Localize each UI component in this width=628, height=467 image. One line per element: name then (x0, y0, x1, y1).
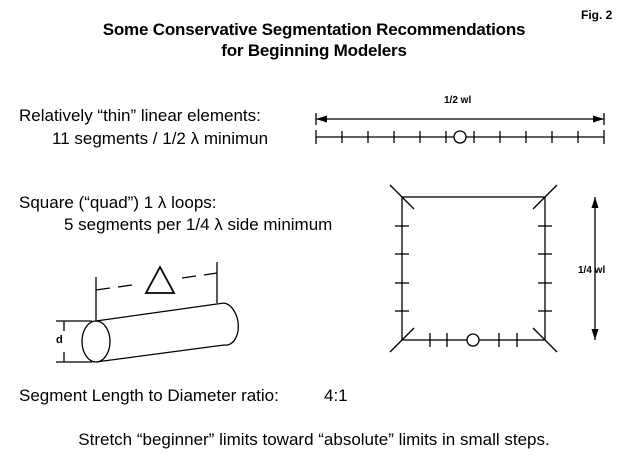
quad-loops-rule: 5 segments per 1/4 λ side minimum (64, 215, 333, 234)
half-wavelength-label: 1/2 wl (444, 95, 472, 106)
figure-label: Fig. 2 (581, 8, 613, 22)
quad-loop-diagram (390, 185, 599, 352)
arrow-left-icon (316, 116, 327, 123)
footer-note: Stretch “beginner” limits toward “absolute” limits in small steps. (78, 430, 550, 449)
quad-loop-square (402, 197, 545, 340)
diameter-label: d (56, 334, 63, 346)
arrow-right-icon (593, 116, 604, 123)
figure-title-line1: Some Conservative Segmentation Recommendations (102, 20, 526, 39)
cylinder-near-end (82, 321, 110, 362)
cylinder-far-end (224, 303, 238, 345)
cylinder-bottom-edge (96, 345, 224, 362)
feedpoint-icon (467, 334, 479, 346)
length-dimension-line (204, 273, 217, 275)
ratio-value: 4:1 (324, 386, 348, 405)
quad-loops-heading: Square (“quad”) 1 λ loops: (19, 193, 217, 212)
length-dimension-line (182, 276, 196, 278)
cylinder-top-edge (96, 303, 224, 321)
arrow-up-icon (592, 197, 599, 208)
linear-element-diagram (316, 113, 604, 144)
length-dimension-line (118, 285, 132, 287)
length-dimension-line (96, 288, 110, 290)
arrow-down-icon (592, 329, 599, 340)
figure-title-line2: for Beginning Modelers (221, 41, 407, 60)
quarter-wavelength-label: 1/4 wl (578, 265, 606, 276)
thin-elements-rule: 11 segments / 1/2 λ minimun (52, 129, 269, 148)
cylinder-diagram (56, 262, 238, 362)
delta-icon (146, 267, 174, 293)
feedpoint-icon (454, 131, 466, 143)
thin-elements-heading: Relatively “thin” linear elements: (19, 106, 261, 125)
ratio-label: Segment Length to Diameter ratio: (19, 386, 279, 405)
